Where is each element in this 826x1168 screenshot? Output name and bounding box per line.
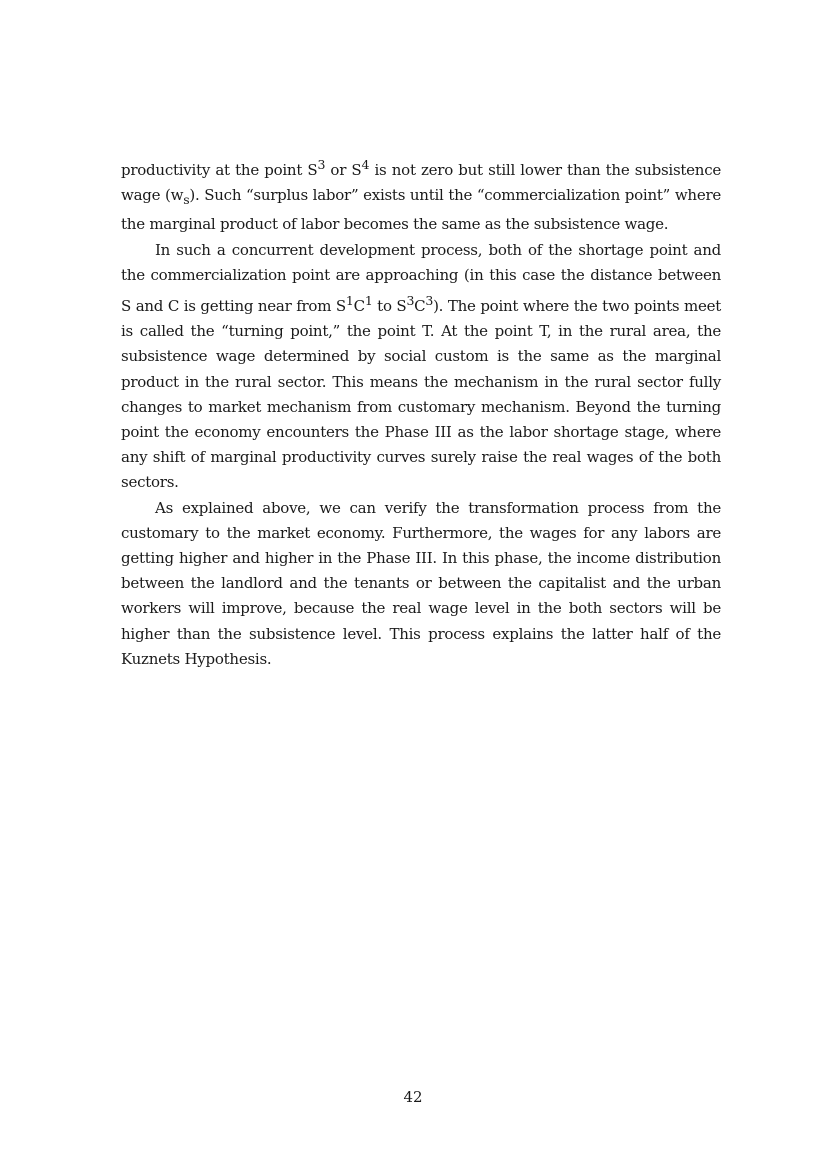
superscript: 4 (361, 157, 370, 172)
text-run: C (353, 297, 365, 316)
superscript: 3 (406, 293, 415, 309)
page-number: 42 (403, 1088, 423, 1106)
text-run: In such a concurrent development process, both of the shortage point and the commercialization point are approaching (in this case the distance between S and C is getting near from S (121, 240, 721, 316)
text-run: ). Such “surplus labor” exists until the “commercialization point” where the marginal product of labor becomes the same as the subsistence wage. (121, 186, 721, 234)
text-run: productivity at the point S (121, 161, 318, 179)
text-run: is not zero but still lower than the subsistence wage (w (121, 161, 722, 205)
text-run: or S (325, 161, 362, 179)
body-text (121, 152, 721, 672)
subscript: s (183, 192, 190, 208)
text-run: ). The point where the two points meet is called the “turning point,” the point T. At the point T, in the rural area, the subsistence wage determined by social custom is the same as the marginal product in the rural sector. This means the mechanism in the rural sector fully changes to market mechanism from customary mechanism. Beyond the turning point the economy encounters the Phase III as the labor shortage stage, where any shift of marginal productivity curves surely raise the real wages of the both sectors. (121, 297, 721, 492)
superscript: 3 (317, 157, 326, 172)
superscript: 1 (345, 293, 354, 309)
text-run: to S (372, 297, 407, 316)
paragraph-2 (121, 238, 721, 496)
paragraph-1 (121, 152, 721, 238)
paragraph-3: As explained above, we can verify the transformation process from the customary to the market economy. Furthermore, the wages for any labors are getting higher and higher in the Phase III. In this phase, the income distribution between the landlord and the tenants or between the capitalist and the urban workers will improve, because the real wage level in the both sectors will be higher than the subsistence level. This process explains the latter half of the Kuznets Hypothesis. (121, 498, 721, 668)
superscript: 3 (425, 293, 434, 309)
superscript: 1 (364, 293, 373, 309)
text-run: C (414, 297, 426, 316)
